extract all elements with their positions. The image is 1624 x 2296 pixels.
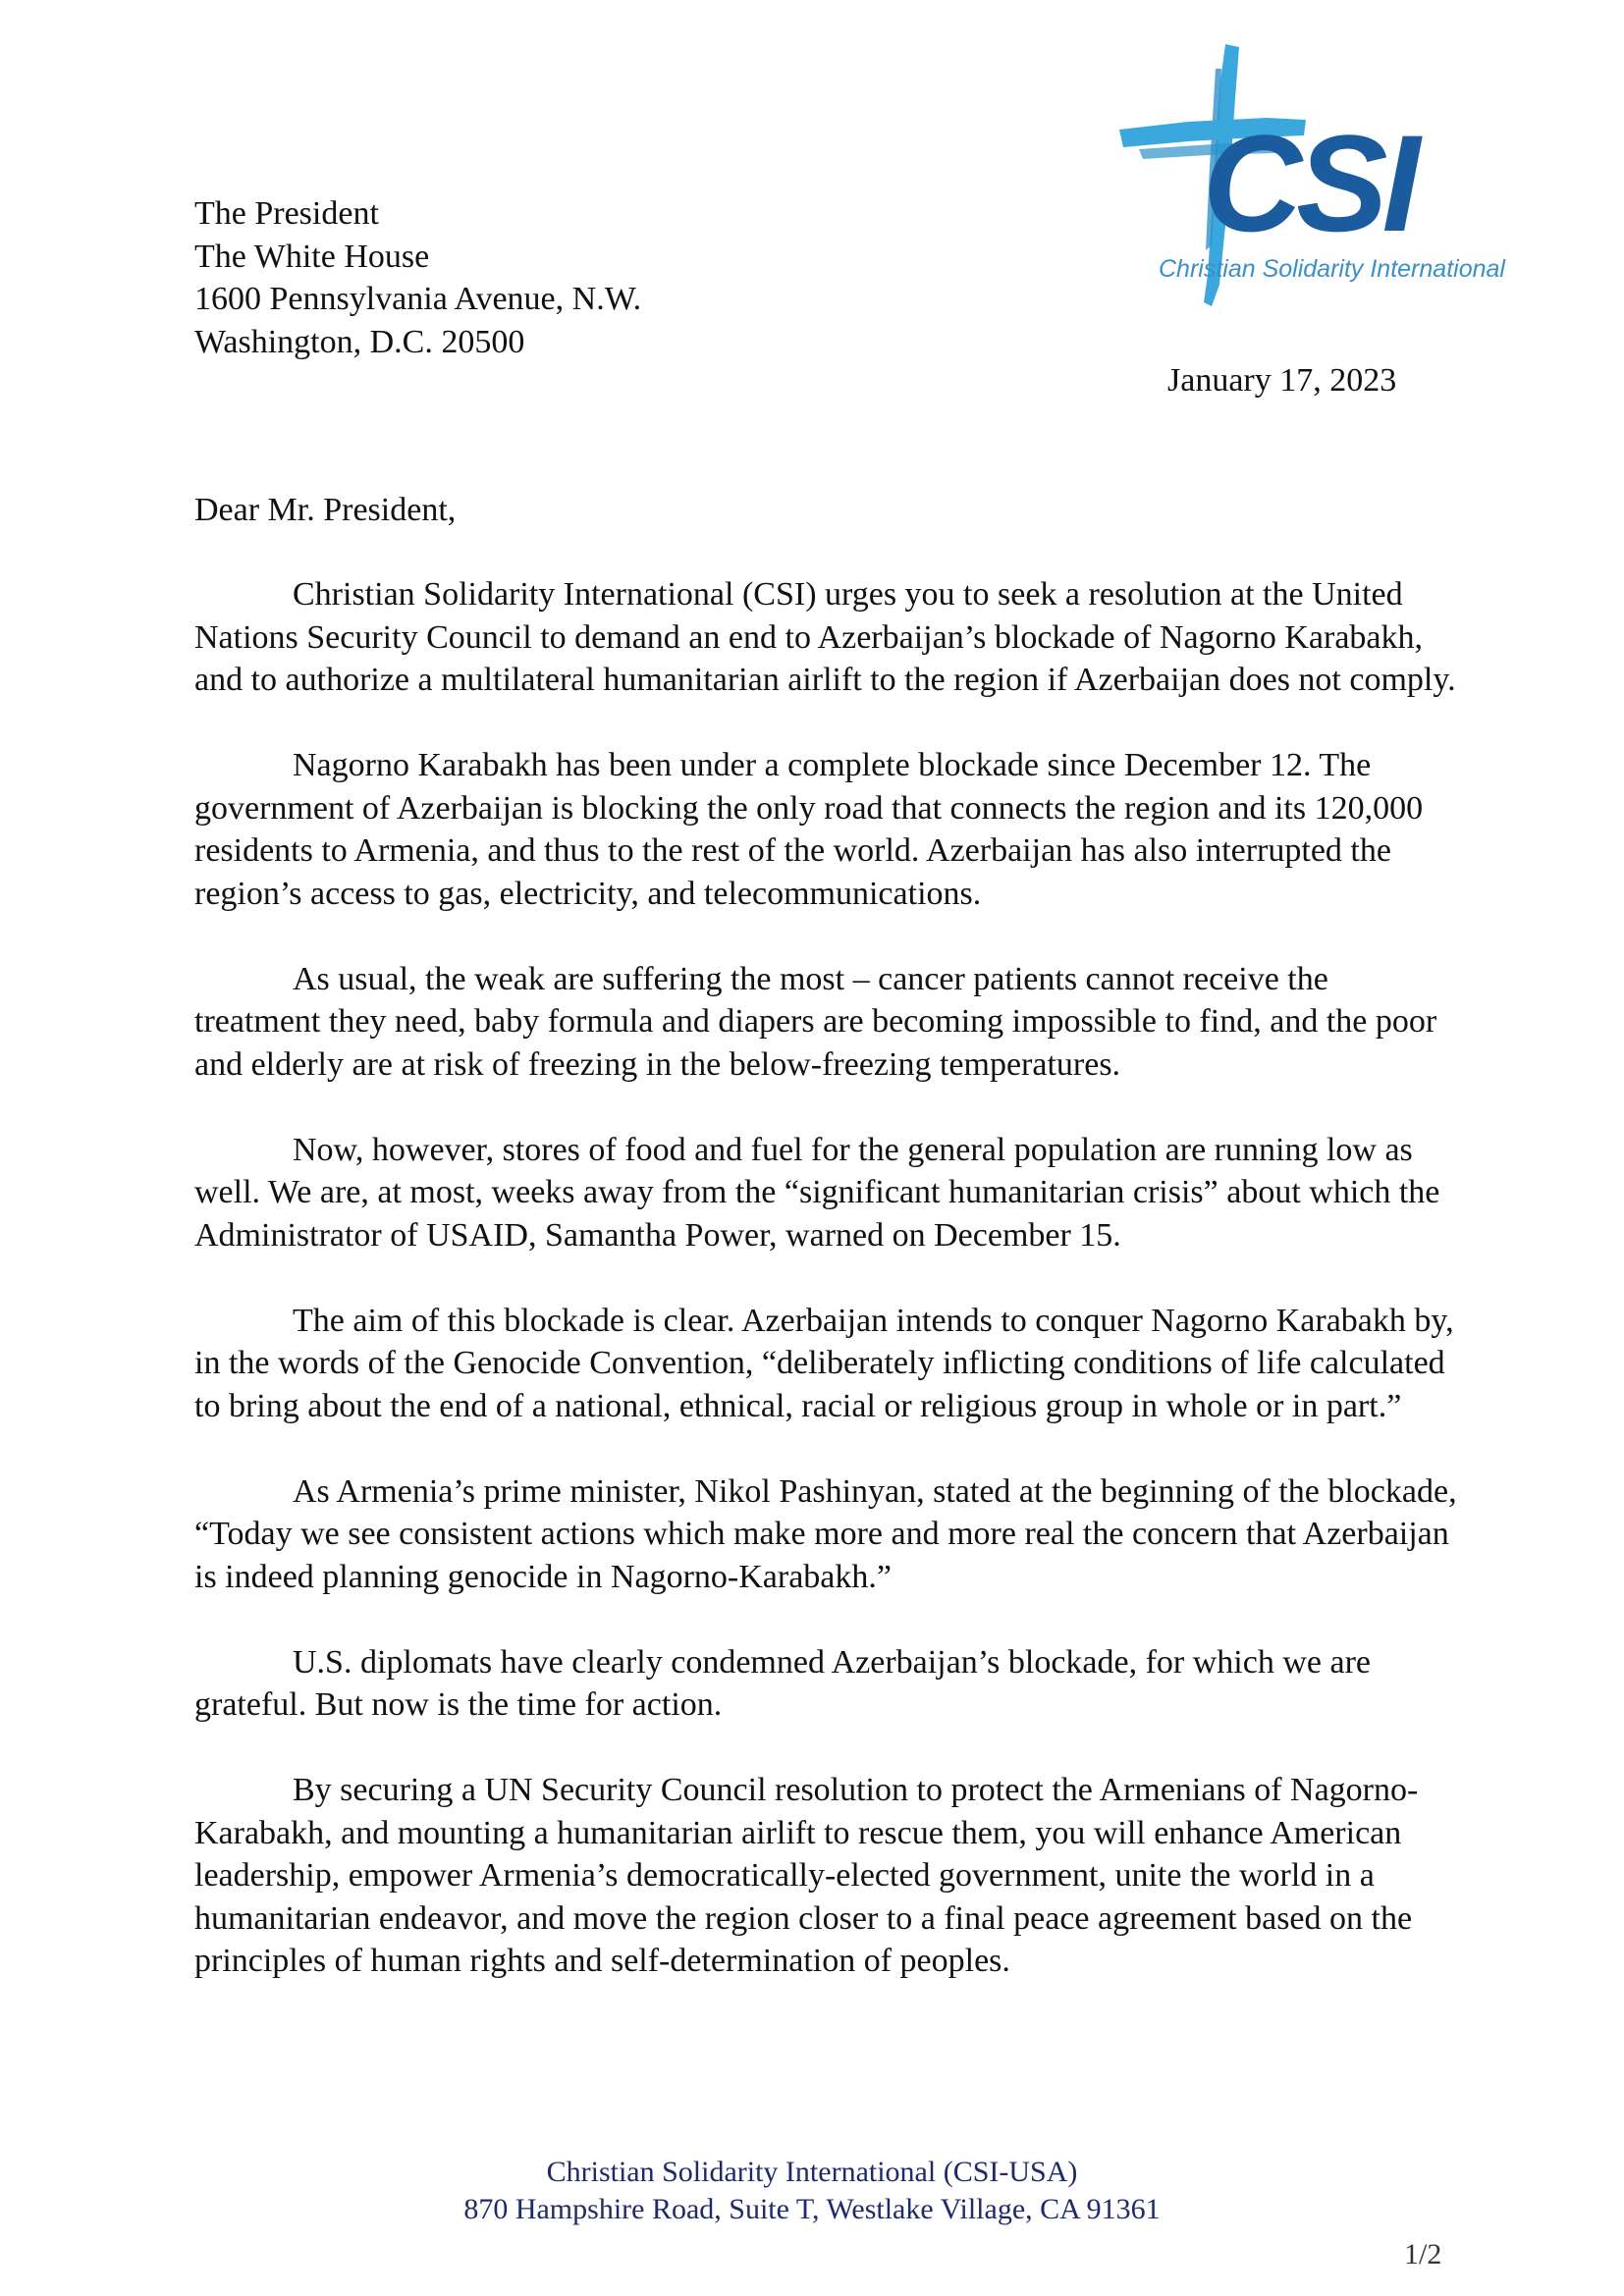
letter-body <box>194 573 1461 2025</box>
letterhead-footer <box>0 2154 1624 2228</box>
paragraph: As usual, the weak are suffering the most – cancer patients cannot receive the treatment they need, baby formula and diapers are becoming impossible to find, and the poor and elderly are at risk of freezing in the below-freezing temperatures. <box>194 960 1437 1083</box>
footer-address: 870 Hampshire Road, Suite T, Westlake Village, CA 91361 <box>463 2193 1161 2225</box>
recipient-street: 1600 Pennsylvania Avenue, N.W. <box>194 281 642 317</box>
footer-org: Christian Solidarity International (CSI-USA) <box>546 2156 1078 2188</box>
recipient-address <box>194 192 641 363</box>
paragraph: Christian Solidarity International (CSI) urges you to seek a resolution at the United Nations Security Council to demand an end to Azerbaijan’s blockade of Nagorno Karabakh, and to authorize a multilateral humanitarian airlift to the region if Azerbaijan does not comply. <box>194 576 1456 698</box>
logo-acronym: CSI <box>1203 106 1415 260</box>
logo-tagline: Christian Solidarity International <box>1159 255 1505 283</box>
salutation: Dear Mr. President, <box>194 492 457 528</box>
letter-date: January 17, 2023 <box>1167 362 1397 399</box>
page-number: 1/2 <box>1404 2238 1442 2270</box>
paragraph: By securing a UN Security Council resolution to protect the Armenians of Nagorno-Karabakh, and mounting a humanitarian airlift to rescue them, you will enhance American leadership, empower Armenia’s democratically-elected government, unite the world in a humanitarian endeavor, and move the region closer to a final peace agreement based on the principles of human rights and self-determination of peoples. <box>194 1772 1419 1979</box>
recipient-name: The President <box>194 195 379 232</box>
csi-logo <box>1110 39 1561 314</box>
paragraph: As Armenia’s prime minister, Nikol Pashinyan, stated at the beginning of the blockade, “Today we see consistent actions which make more and more real the concern that Azerbaijan is indeed planning genocide in Nagorno-Karabakh.” <box>194 1472 1457 1595</box>
paragraph: Now, however, stores of food and fuel for the general population are running low as well. We are, at most, weeks away from the “significant humanitarian crisis” about which the Administrator of USAID, Samantha Power, warned on December 15. <box>194 1131 1440 1254</box>
paragraph: Nagorno Karabakh has been under a complete blockade since December 12. The government of Azerbaijan is blocking the only road that connects the region and its 120,000 residents to Armenia, and thus to the rest of the world. Azerbaijan has also interrupted the region’s access to gas, electricity, and telecommunications. <box>194 747 1424 912</box>
recipient-city: Washington, D.C. 20500 <box>194 323 525 360</box>
paragraph: The aim of this blockade is clear. Azerbaijan intends to conquer Nagorno Karabakh by, in the words of the Genocide Convention, “deliberately inflicting conditions of life calculated to bring about the end of a national, ethnical, racial or religious group in whole or in part.” <box>194 1302 1454 1424</box>
paragraph: U.S. diplomats have clearly condemned Azerbaijan’s blockade, for which we are grateful. But now is the time for action. <box>194 1643 1371 1723</box>
recipient-office: The White House <box>194 238 430 275</box>
